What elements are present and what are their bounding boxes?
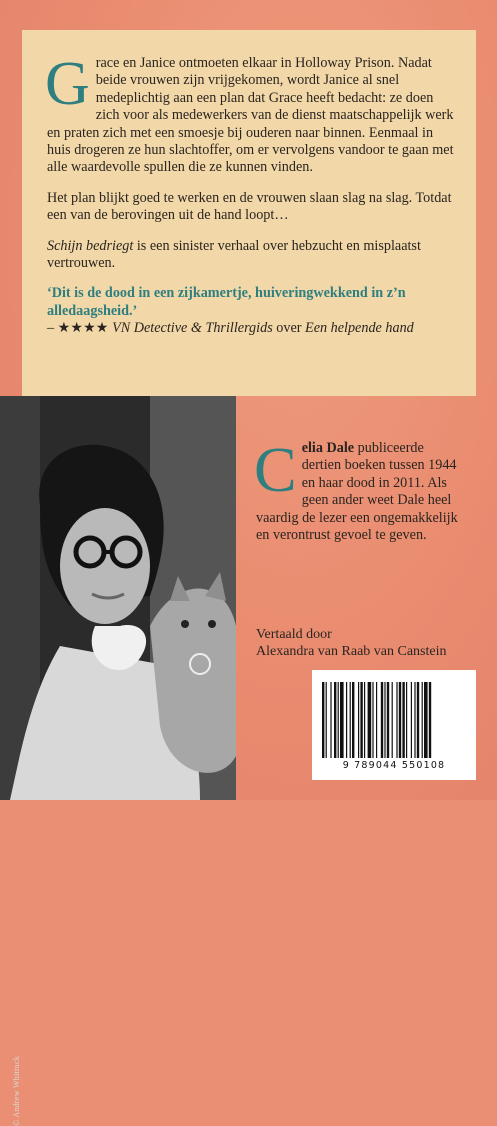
author-bio: [254, 434, 461, 544]
blurb-paragraph-3-text: is een sinister verhaal over hebzucht en misplaatst vertrouwen.: [47, 237, 421, 272]
review-quote: ‘Dit is de dood in een zijkamertje, huiveringwekkend in z’n alledaagsheid.’: [47, 285, 406, 319]
bio-drop-cap: C: [254, 434, 297, 505]
barcode-bar: [346, 682, 347, 758]
barcode-bars: [322, 682, 466, 758]
photo-credit: © Andrew Whittuck: [12, 1055, 21, 1126]
barcode-bar: [396, 682, 397, 758]
blurb-paragraph-1: [45, 50, 459, 177]
barcode-bar: [411, 682, 412, 758]
drop-cap: G: [45, 50, 90, 118]
barcode-bar: [402, 682, 404, 758]
barcode-bar: [326, 682, 327, 758]
blurb-paragraph-1-text: race en Janice ontmoeten elkaar in Holloway Prison. Nadat beide vrouwen zijn vrijgekomen, wordt Janice al snel medeplichtig aan een plan dat Grace heeft bedacht: ze doen zich voor als medewerkers van de dienst maatschappelijk werk en praten zich met een smoesje bij ouderen naar binnen. Eenmaal in huis drogeren ze hun slachtoffer, om er vervolgens vandoor te gaan met alle waardevolle spullen die ze kunnen vinden.: [47, 55, 454, 176]
barcode-bar: [364, 682, 365, 758]
barcode-bar: [350, 682, 351, 758]
barcode-bar: [424, 682, 428, 758]
barcode-bar: [334, 682, 336, 758]
barcode-bar: [360, 682, 362, 758]
barcode-bar: [414, 682, 415, 758]
barcode-bar: [330, 682, 331, 758]
barcode-bar: [422, 682, 423, 758]
author-photo-illustration: [0, 396, 236, 800]
barcode-bar: [338, 682, 339, 758]
review-attribution: [47, 320, 459, 337]
translator-name: Alexandra van Raab van Canstein: [256, 644, 447, 660]
isbn-number: 9 789044 550108: [342, 760, 446, 771]
book-title: Schijn bedriegt: [47, 237, 134, 254]
barcode-bar: [358, 682, 359, 758]
bio-text: publiceerde dertien boeken tussen 1944 en haar dood in 2011. Als geen ander weet Dale heel vaardig de lezer een ongemakkelijk en verontrust gevoel te geven.: [256, 440, 458, 544]
translator-label: Vertaald door: [256, 627, 332, 642]
blurb-paragraph-2: Het plan blijkt goed te werken en de vrouwen slaan slag na slag. Totdat een van de berovingen uit de hand loopt…: [47, 189, 452, 224]
review-source: VN Detective & Thrillergids: [112, 320, 273, 337]
rating-stars: – ★★★★: [47, 320, 113, 337]
barcode-bar: [352, 682, 354, 758]
author-name: elia Dale: [301, 440, 355, 456]
barcode-bar: [384, 682, 385, 758]
barcode-bar: [399, 682, 401, 758]
author-photo: [0, 396, 236, 1126]
barcode-bar: [322, 682, 324, 758]
blurb-text: [45, 50, 459, 338]
reviewed-book-title: Een helpende hand: [305, 320, 414, 337]
barcode-bar: [372, 682, 373, 758]
translator-credit: [256, 626, 476, 661]
barcode-bar: [368, 682, 372, 758]
barcode-bar: [417, 682, 419, 758]
barcode-bar: [381, 682, 383, 758]
barcode-bar: [429, 682, 431, 758]
attribution-connector: over: [272, 320, 306, 337]
barcode: [312, 670, 476, 780]
barcode-bar: [340, 682, 344, 758]
blurb-paragraph-3: [47, 238, 459, 273]
barcode-bar: [376, 682, 377, 758]
blurb-panel: [22, 30, 476, 396]
barcode-bar: [406, 682, 407, 758]
barcode-bar: [392, 682, 393, 758]
barcode-bar: [387, 682, 389, 758]
